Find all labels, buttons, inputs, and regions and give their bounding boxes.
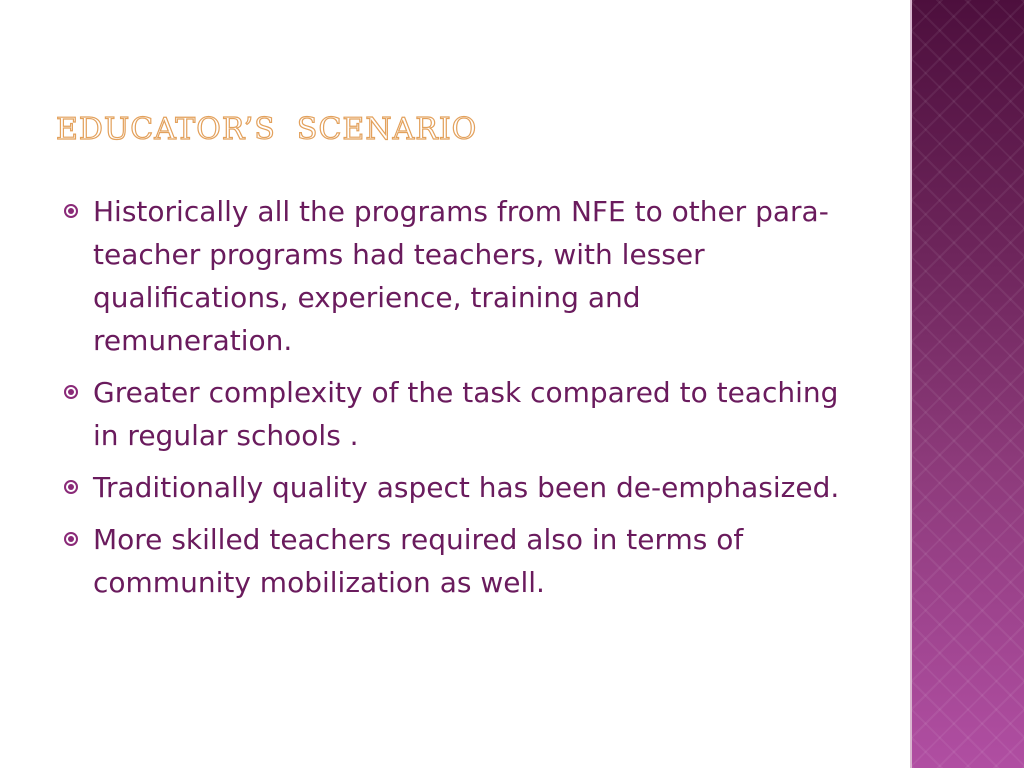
bullet-text: More skilled teachers required also in terms of community mobilization as well. (93, 523, 744, 599)
circle-dot-bullet-icon (64, 480, 78, 494)
bullet-text: Greater complexity of the task compared to teaching in regular schools . (93, 376, 839, 452)
decorative-side-panel (912, 0, 1024, 768)
circle-dot-bullet-icon (64, 385, 78, 399)
bullet-text: Traditionally quality aspect has been de-emphasized. (93, 471, 840, 504)
bullet-item (60, 518, 840, 604)
circle-dot-bullet-icon (64, 204, 78, 218)
bullet-item (60, 466, 840, 509)
circle-dot-bullet-icon (64, 532, 78, 546)
bullet-item (60, 371, 840, 457)
bullet-text: Historically all the programs from NFE to other para-teacher programs had teachers, with lesser qualifications, experience, training and remuneration. (93, 195, 829, 357)
bullet-item (60, 190, 840, 362)
slide-title: EDUCATOR’S SCENARIO (56, 112, 478, 147)
bullet-list (60, 190, 840, 613)
